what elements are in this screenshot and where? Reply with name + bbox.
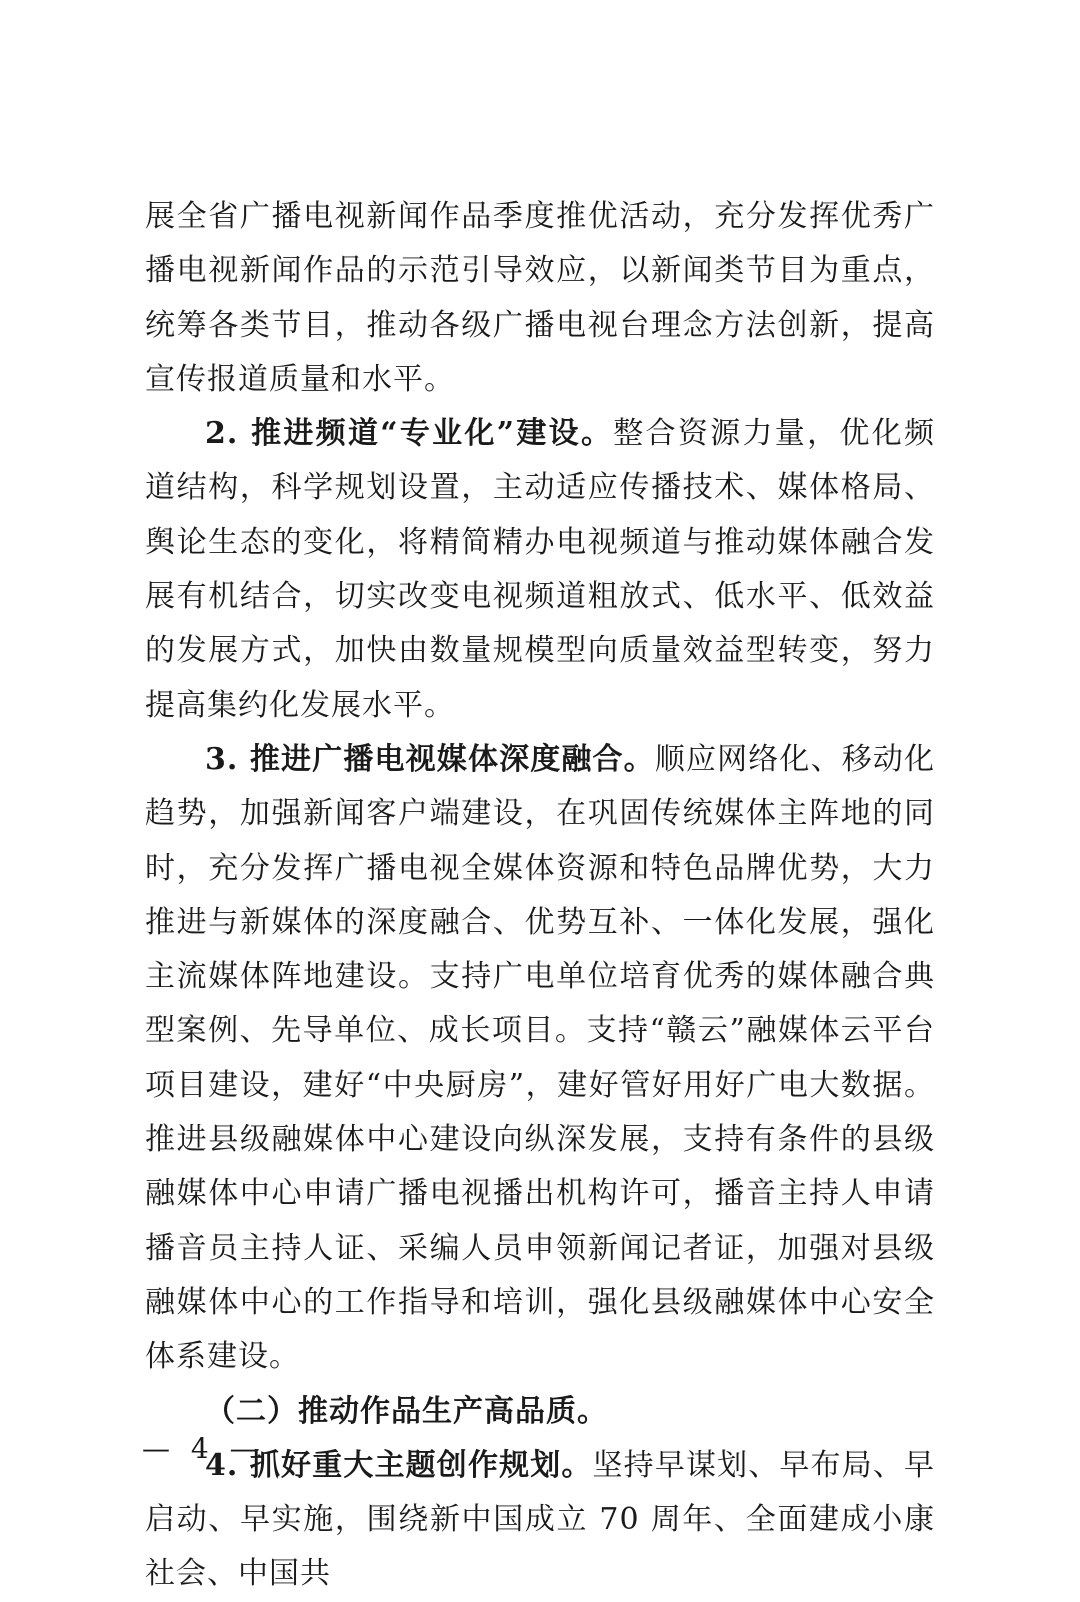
paragraph-text: 展全省广播电视新闻作品季度推优活动，充分发挥优秀广播电视新闻作品的示范引导效应，以新闻类节目为重点，统筹各类节目，推动各级广播电视台理念方法创新，提高宣传报道质量和水平。 xyxy=(145,199,935,397)
paragraph-heading: 3. 推进广播电视媒体深度融合。 xyxy=(205,741,655,777)
paragraph-heading: 2. 推进频道“专业化”建设。 xyxy=(205,416,614,452)
section-heading-quality-production xyxy=(145,1385,935,1439)
paragraph-text: 整合资源力量，优化频道结构，科学规划设置，主动适应传播技术、媒体格局、舆论生态的变化，将精简精办电视频道与推动媒体融合发展有机结合，切实改变电视频道粗放式、低水平、低效益的发展方式，加快由数量规模型向质量效益型转变，努力提高集约化发展水平。 xyxy=(145,416,935,723)
paragraph-channel-specialization xyxy=(145,407,935,733)
document-body xyxy=(145,190,935,1602)
section-heading: （二）推动作品生产高品质。 xyxy=(205,1393,608,1429)
paragraph-continuation xyxy=(145,190,935,407)
paragraph-text: 坚持早谋划、早布局、早启动、早实施，围绕新中国成立 70 周年、全面建成小康社会、中国共 xyxy=(145,1447,936,1592)
paragraph-text: 顺应网络化、移动化趋势，加强新闻客户端建设，在巩固传统媒体主阵地的同时，充分发挥广播电视全媒体资源和特色品牌优势，大力推进与新媒体的深度融合、优势互补、一体化发展，强化主流媒体阵地建设。支持广电单位培育优秀的媒体融合典型案例、先导单位、成长项目。支持“赣云”融媒体云平台项目建设，建好“中央厨房”，建好管好用好广电大数据。推进县级融媒体中心建设向纵深发展，支持有条件的县级融媒体中心申请广播电视播出机构许可，播音主持人申请播音员主持人证、采编人员申领新闻记者证，加强对县级融媒体中心的工作指导和培训，强化县级融媒体中心安全体系建设。 xyxy=(145,741,936,1375)
paragraph-media-convergence xyxy=(145,733,935,1385)
paragraph-heading: 4. 抓好重大主题创作规划。 xyxy=(205,1447,593,1483)
page-number: — 4 — xyxy=(142,1432,264,1465)
